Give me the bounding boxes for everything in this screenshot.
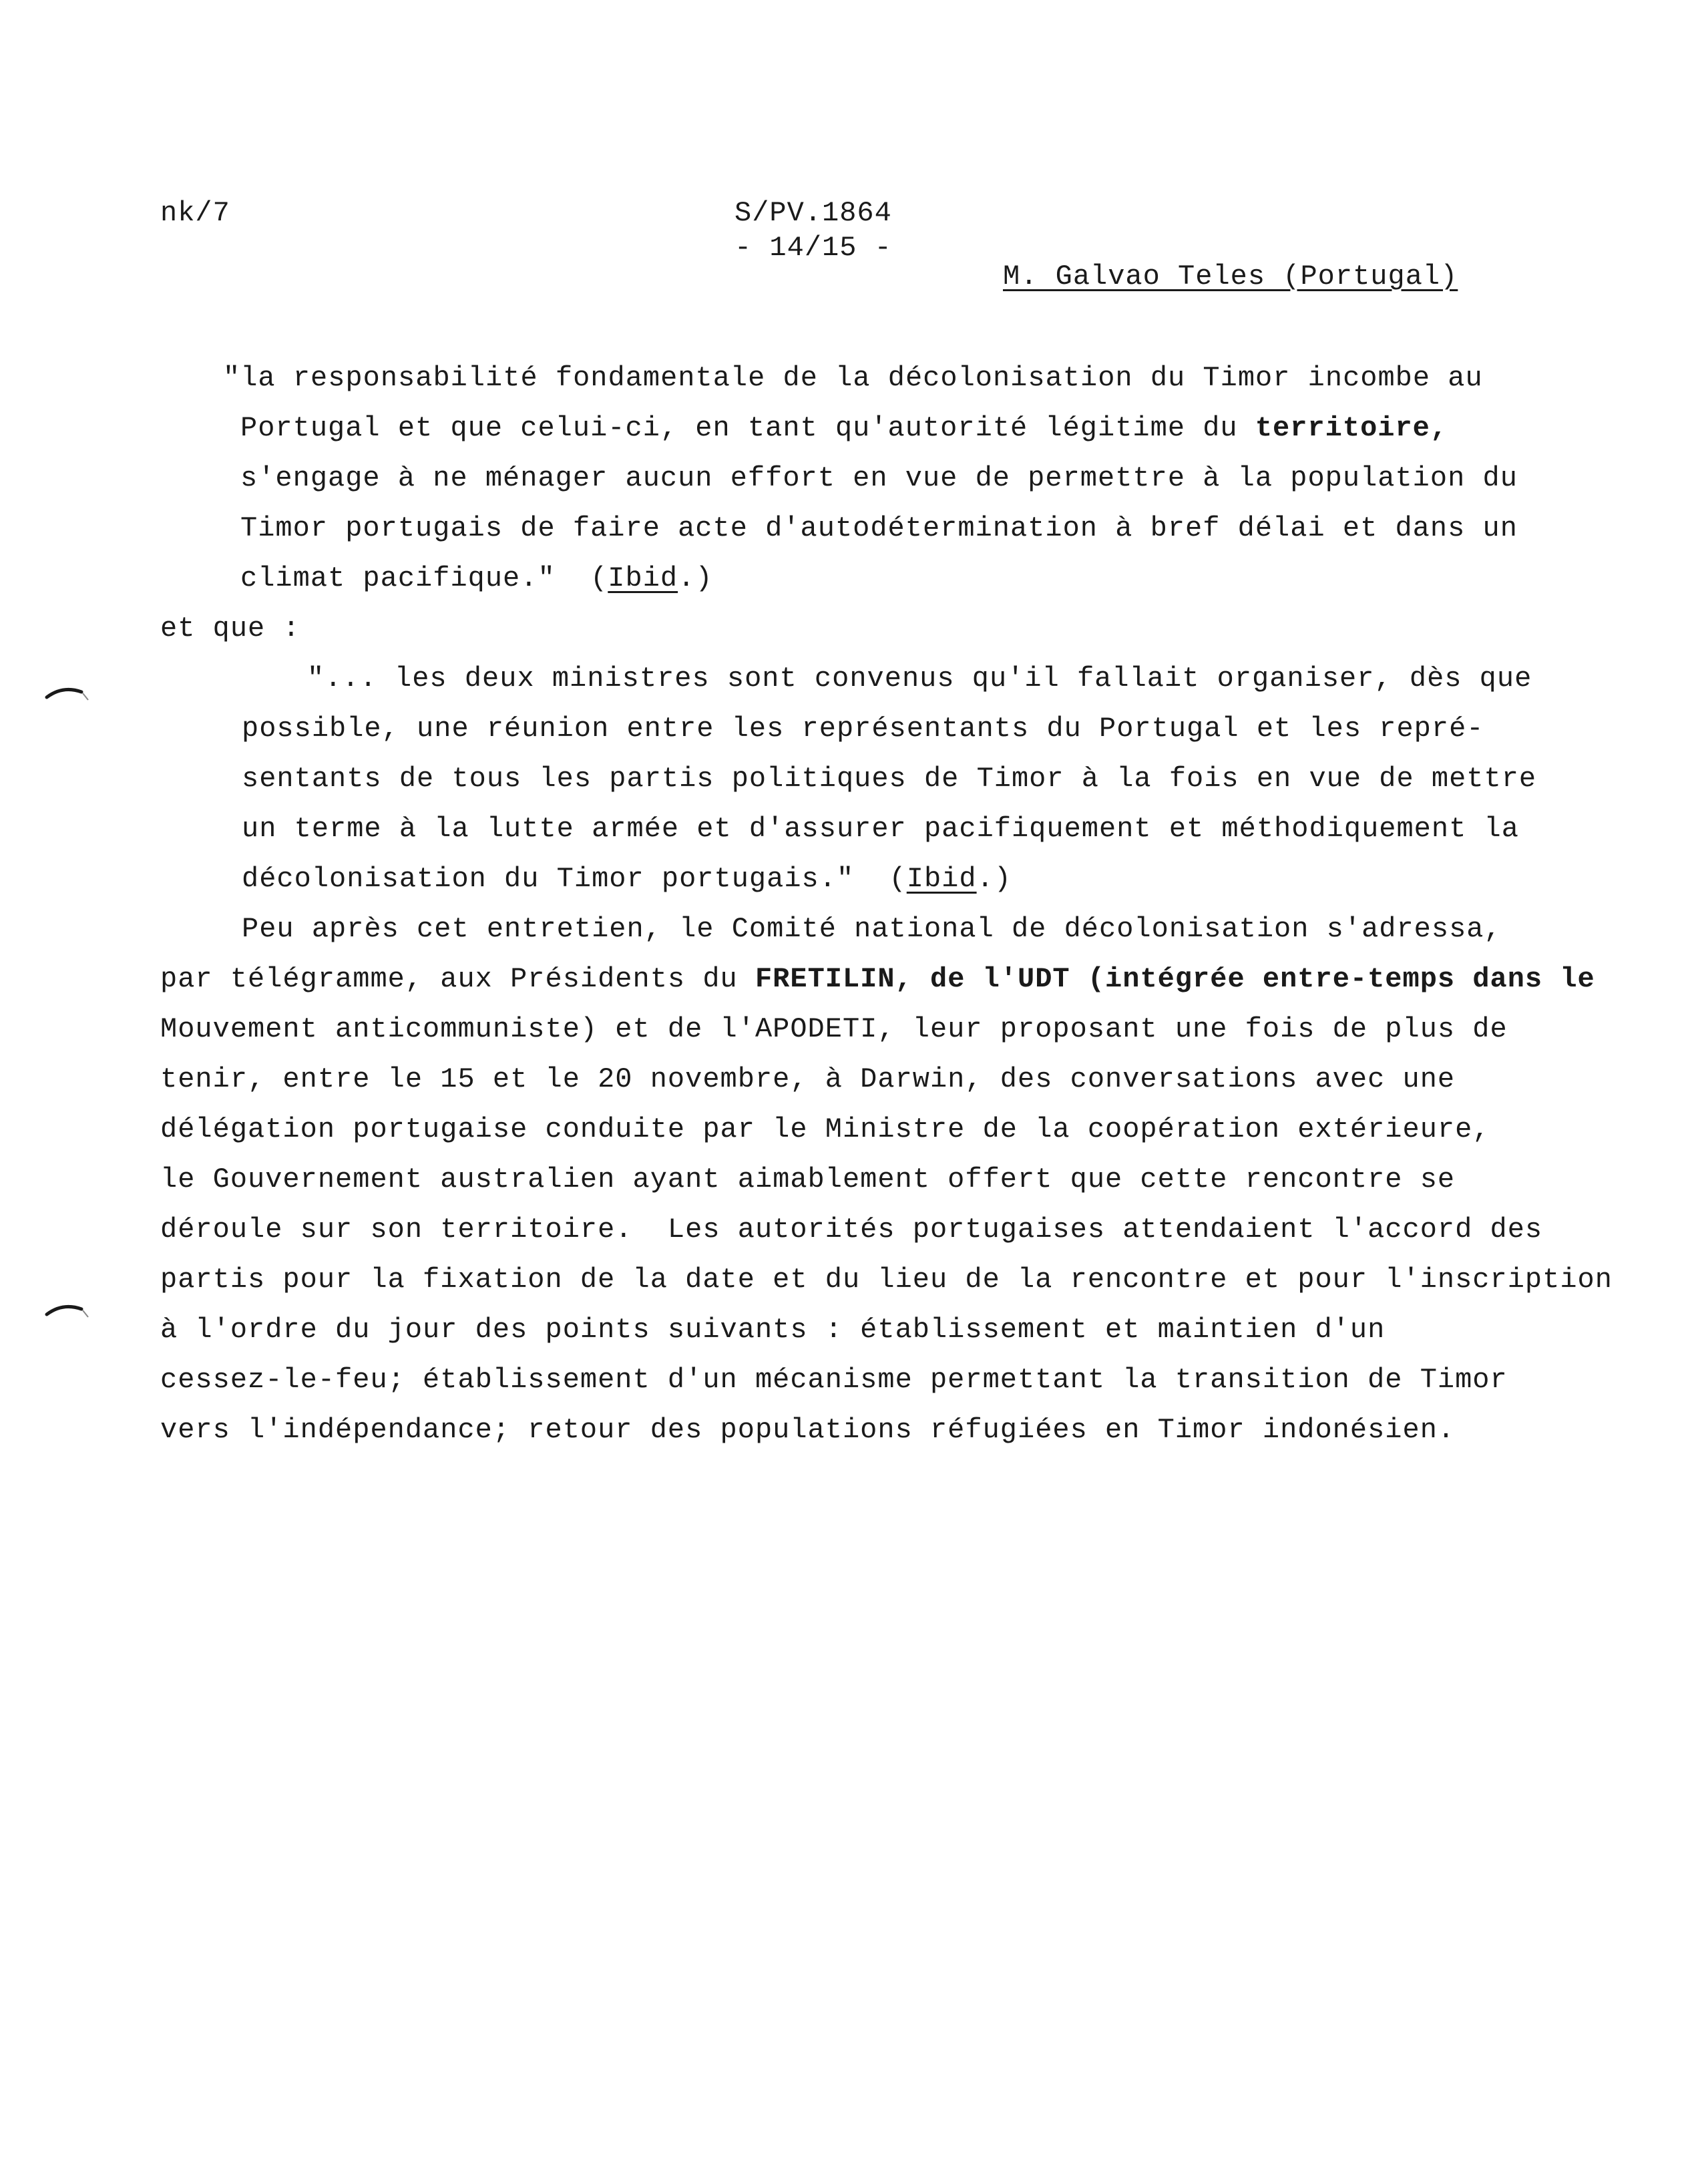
quote1-line-5 bbox=[240, 564, 713, 592]
speaker-heading: M. Galvao Teles (Portugal) bbox=[1003, 260, 1458, 293]
ibid-tail: .) bbox=[976, 863, 1012, 895]
para-line-10: cessez-le-feu; établissement d'un mécanisme permettant la transition de Timor bbox=[160, 1364, 1508, 1396]
quote2-line-5 bbox=[242, 865, 1012, 893]
reference-code: nk/7 bbox=[160, 197, 230, 229]
quote2-line-2: possible, une réunion entre les représentants du Portugal et les repré- bbox=[242, 713, 1484, 745]
quote2-line-3: sentants de tous les partis politiques de Timor à la fois en vue de mettre bbox=[242, 763, 1537, 795]
para-line-4: tenir, entre le 15 et le 20 novembre, à Darwin, des conversations avec une bbox=[160, 1063, 1456, 1095]
para-line-5: délégation portugaise conduite par le Ministre de la coopération extérieure, bbox=[160, 1113, 1490, 1145]
para-line-3: Mouvement anticommuniste) et de l'APODETI, leur proposant une fois de plus de bbox=[160, 1013, 1508, 1045]
quote2-line-1: "... les deux ministres sont convenus qu'il fallait organiser, dès que bbox=[307, 663, 1532, 695]
para-line-8: partis pour la fixation de la date et du lieu de la rencontre et pour l'inscription bbox=[160, 1264, 1613, 1296]
quote1-line-3: s'engage à ne ménager aucun effort en vue de permettre à la population du bbox=[240, 462, 1518, 494]
quote1-line-5-text: climat pacifique." ( bbox=[240, 562, 608, 594]
quote1-line-4: Timor portugais de faire acte d'autodétermination à bref délai et dans un bbox=[240, 512, 1518, 544]
connector-text: et que : bbox=[160, 612, 300, 645]
para-line-2 bbox=[160, 965, 1595, 993]
para-line-2-bold: FRETILIN, de l'UDT (intégrée entre-temps dans le bbox=[755, 963, 1595, 995]
margin-tick-icon bbox=[44, 680, 97, 707]
para-line-7: déroule sur son territoire. Les autorités portugaises attendaient l'accord des bbox=[160, 1214, 1543, 1246]
document-symbol: S/PV.1864 bbox=[734, 197, 892, 229]
ibid-tail: .) bbox=[678, 562, 713, 594]
para-line-1: Peu après cet entretien, le Comité national de décolonisation s'adressa, bbox=[242, 913, 1502, 945]
quote2-line-5-text: décolonisation du Timor portugais." ( bbox=[242, 863, 907, 895]
para-line-9: à l'ordre du jour des points suivants : établissement et maintien d'un bbox=[160, 1314, 1386, 1346]
quote1-bold-word: territoire, bbox=[1255, 412, 1448, 444]
ibid-citation: Ibid bbox=[608, 562, 678, 594]
para-line-11: vers l'indépendance; retour des populations réfugiées en Timor indonésien. bbox=[160, 1414, 1456, 1446]
ibid-citation: Ibid bbox=[906, 863, 977, 895]
quote1-line-2 bbox=[240, 414, 1448, 442]
para-line-2-text: par télégramme, aux Présidents du bbox=[160, 963, 755, 995]
para-line-6: le Gouvernement australien ayant aimablement offert que cette rencontre se bbox=[160, 1163, 1456, 1196]
quote1-line-1: "la responsabilité fondamentale de la décolonisation du Timor incombe au bbox=[223, 362, 1483, 394]
margin-tick-icon bbox=[44, 1297, 97, 1324]
quote2-line-4: un terme à la lutte armée et d'assurer pacifiquement et méthodiquement la bbox=[242, 813, 1519, 845]
quote1-line-2-text: Portugal et que celui-ci, en tant qu'autorité légitime du bbox=[240, 412, 1255, 444]
page-number: - 14/15 - bbox=[734, 232, 892, 264]
